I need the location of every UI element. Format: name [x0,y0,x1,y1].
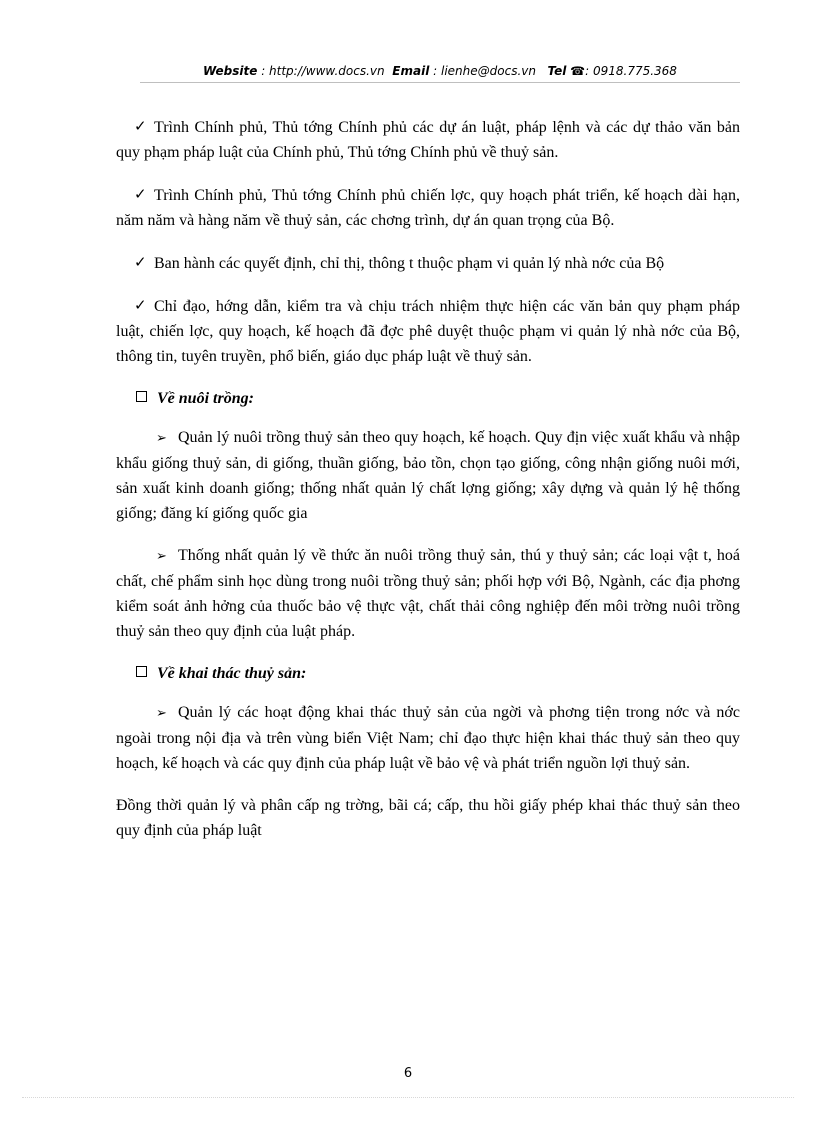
email-value: : lienhe@docs.vn [433,64,536,78]
closing-paragraph: Đồng thời quản lý và phân cấp ng trờng, bãi cá; cấp, thu hồi giấy phép khai thác thuỷ sản theo quy định của pháp luật [116,797,740,839]
document-body [116,114,740,859]
check-paragraph [116,293,740,369]
arrow-paragraph [116,543,740,644]
square-bullet-icon [136,391,147,402]
check-icon: ✓ [134,296,147,314]
arrow-bullet-icon: ➢ [156,431,167,446]
arrow-bullet-icon: ➢ [156,706,167,721]
website-label: Website [203,64,258,78]
arrow-bullet-icon: ➢ [156,549,167,564]
website-value: : http://www.docs.vn [261,64,385,78]
tel-label: Tel [547,64,567,78]
check-icon: ✓ [134,253,147,271]
paragraph-text: Quản lý các hoạt động khai thác thuỷ sản của ngời và phơng tiện trong nớc và nớc ngoài trong nội địa và trên vùng biển Việt Nam; chỉ đạo thực hiện khai thác thuỷ sản theo quy hoạch, kế hoạch và các quy định của pháp luật về bảo vệ và phát triển nguồn lợi thuỷ sản. [116,704,740,772]
page-header [140,62,740,83]
paragraph-text: Thống nhất quản lý về thức ăn nuôi trồng thuỷ sản, thú y thuỷ sản; các loại vật t, hoá chất, chế phẩm sinh học dùng trong nuôi trồng thuỷ sản; phối hợp với Bộ, Ngành, các địa phơng kiểm soát ảnh hởng của thuốc bảo vệ thực vật, chất thải công nghiệp đến môi trờng nuôi trồng thuỷ sản theo quy định của luật pháp. [116,547,740,640]
tel-value: : 0918.775.368 [585,64,677,78]
section-heading [116,661,740,686]
paragraph-text: Quản lý nuôi trồng thuỷ sản theo quy hoạch, kế hoạch. Quy địn việc xuất khẩu và nhập khẩu giống thuỷ sản, di giống, thuần giống, bảo tồn, chọn tạo giống, công nhận giống nuôi mới, sản xuất kinh doanh giống; thống nhất quản lý chất lợng giống; xây dựng và quản lý hệ thống giống; đăng kí giống quốc gia [116,429,740,522]
check-icon: ✓ [134,117,147,135]
check-icon: ✓ [134,185,147,203]
email-label: Email [392,64,430,78]
paragraph-text: Chỉ đạo, hớng dẫn, kiểm tra và chịu trách nhiệm thực hiện các văn bản quy phạm pháp luật, chiến lợc, quy hoạch, kế hoạch đã đợc phê duyệt thuộc phạm vi quản lý nhà nớc của Bộ, thông tin, tuyên truyền, phổ biến, giáo dục pháp luật về thuỷ sản. [116,298,740,365]
paragraph-text: Trình Chính phủ, Thủ tớng Chính phủ chiến lợc, quy hoạch phát triển, kế hoạch dài hạn, năm năm và hàng năm về thuỷ sản, các chơng trình, dự án quan trọng của Bộ. [116,187,740,229]
arrow-paragraph [116,700,740,776]
section-heading-text: Về khai thác thuỷ sản: [157,665,307,682]
phone-icon: ☎ [570,64,586,78]
footer-divider [22,1097,794,1098]
paragraph-text: Ban hành các quyết định, chỉ thị, thông t thuộc phạm vi quản lý nhà nớc của Bộ [154,255,665,272]
section-heading [116,386,740,411]
arrow-paragraph [116,425,740,526]
page-number: 6 [403,1066,413,1081]
section-heading-text: Về nuôi trồng: [157,390,254,407]
check-paragraph [116,250,740,276]
square-bullet-icon [136,666,147,677]
paragraph-text: Trình Chính phủ, Thủ tớng Chính phủ các dự án luật, pháp lệnh và các dự thảo văn bản quy phạm pháp luật của Chính phủ, Thủ tớng Chính phủ về thuỷ sản. [116,119,740,161]
check-paragraph [116,114,740,165]
check-paragraph [116,182,740,233]
